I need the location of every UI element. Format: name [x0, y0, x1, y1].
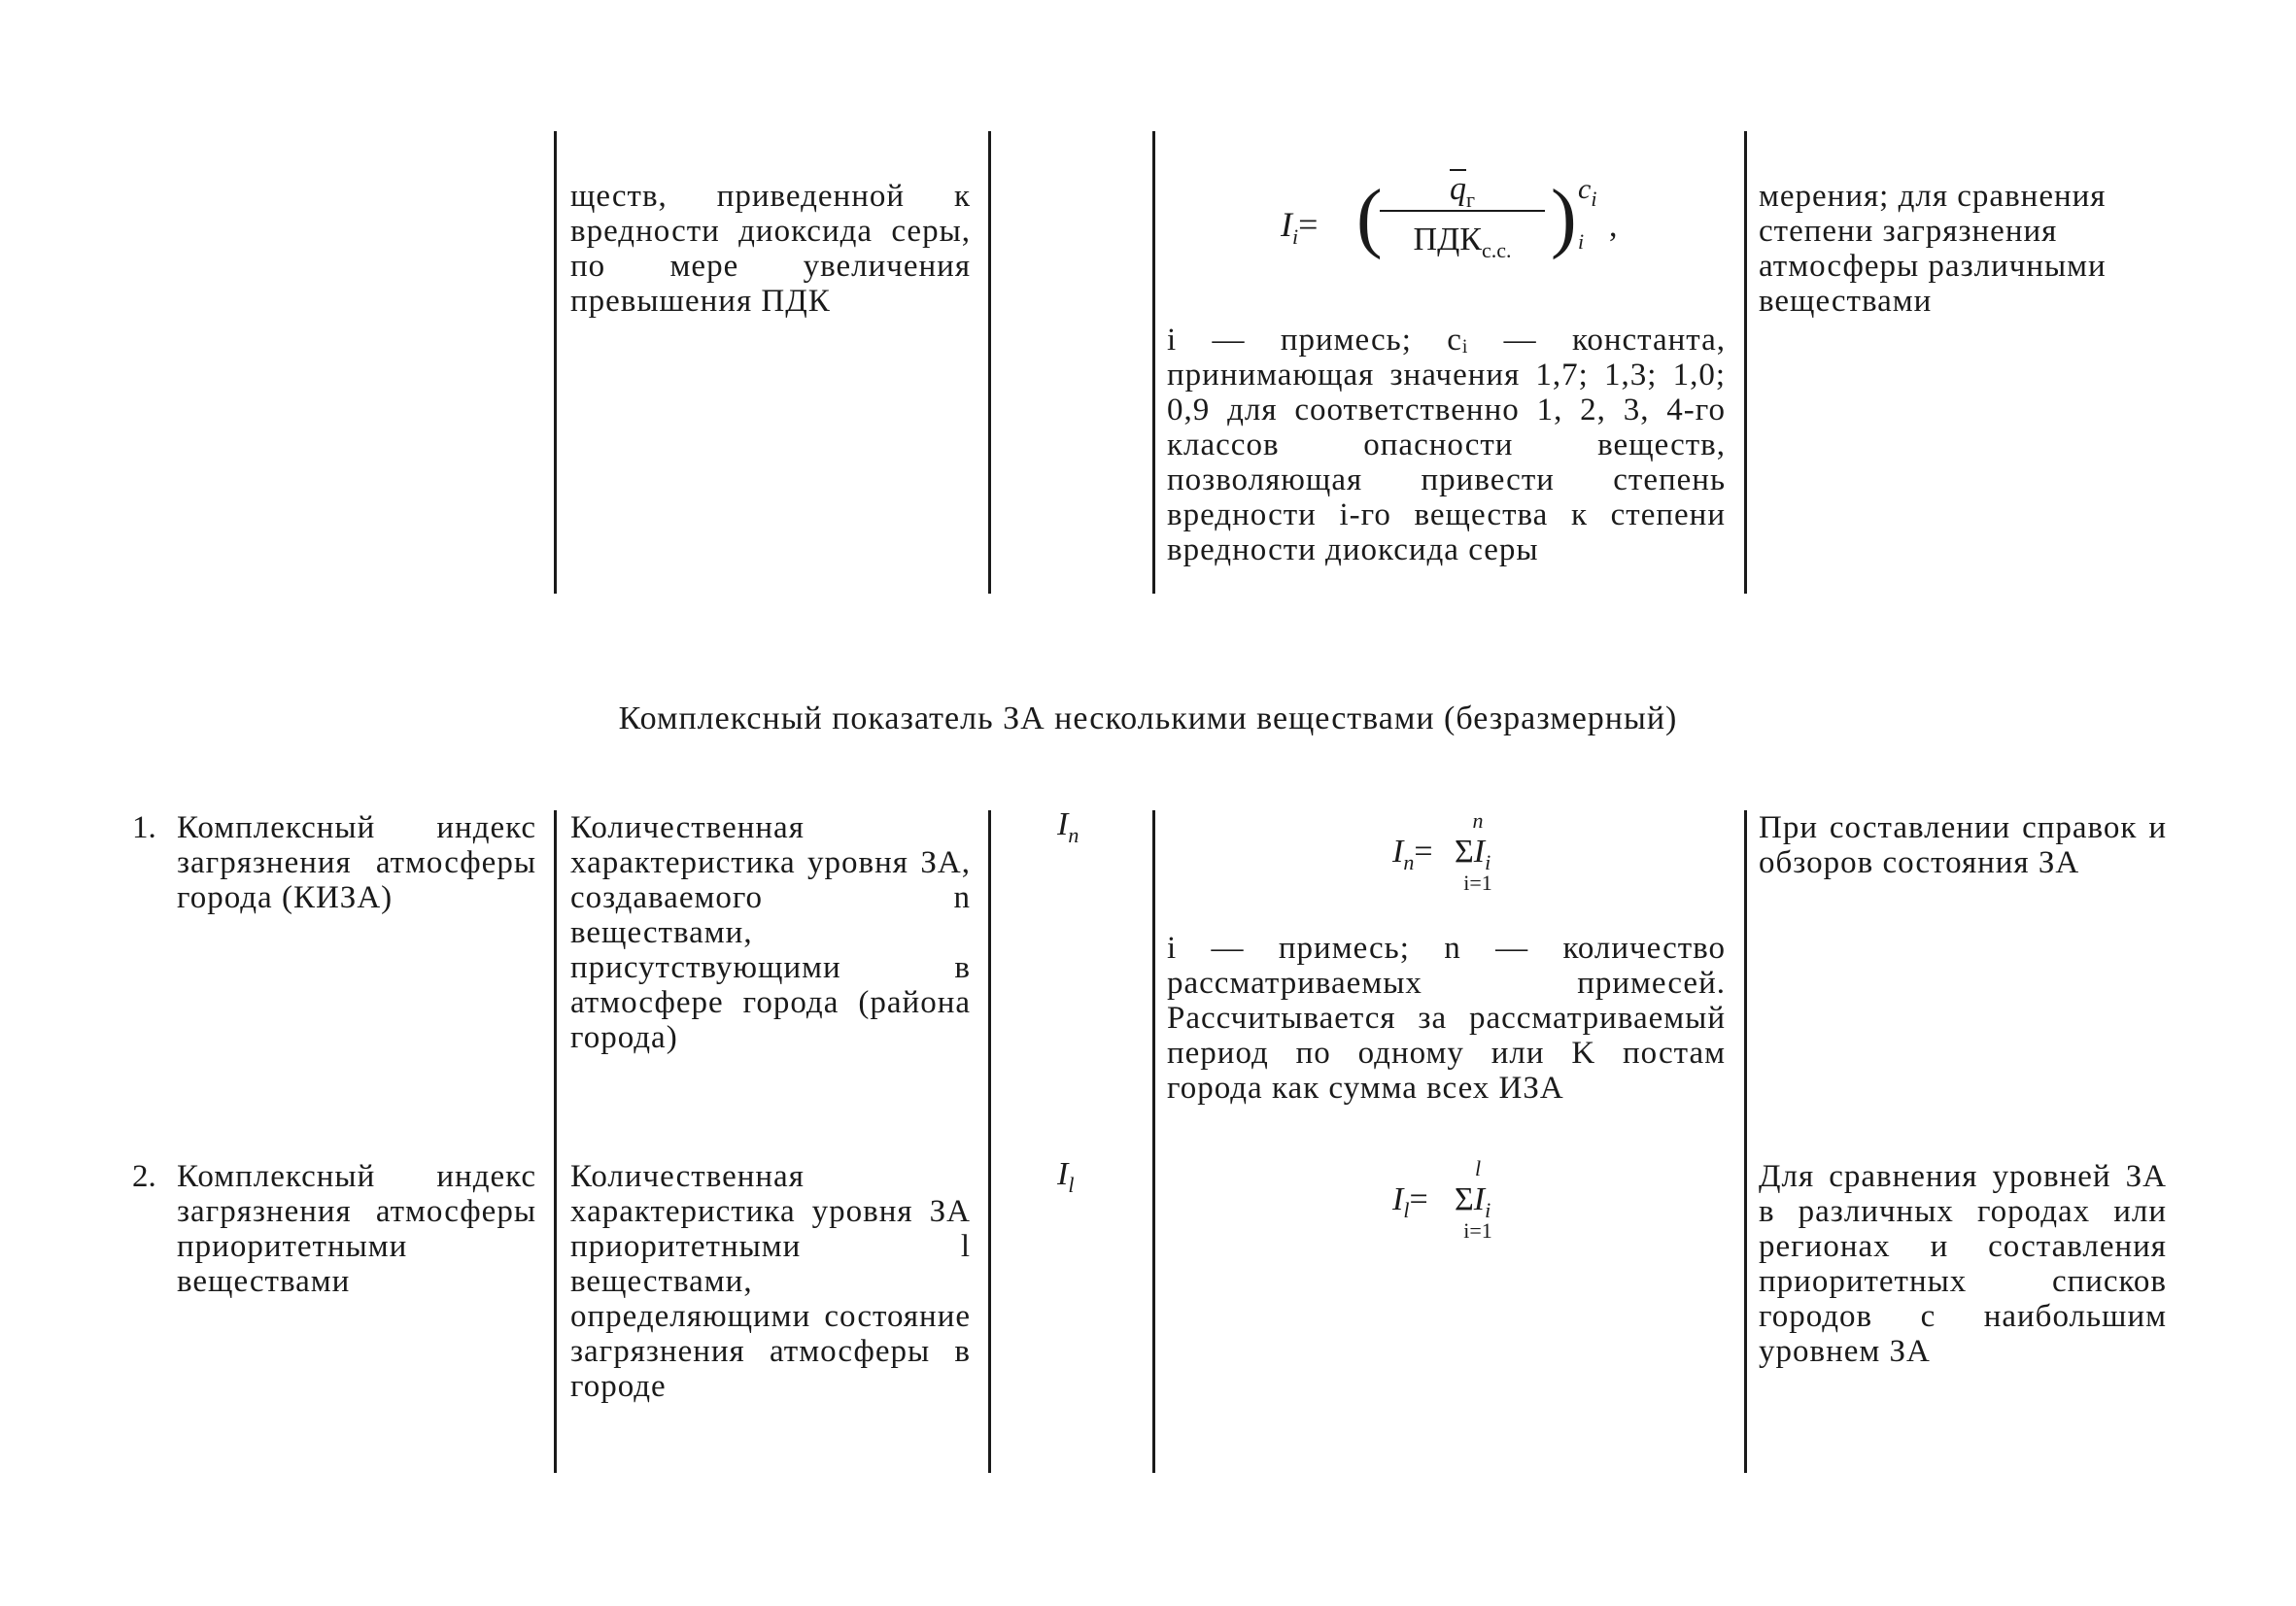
- description-continued: ществ, приведенной к вредности диоксида серы, по мере увеличения превышения ПДК: [570, 179, 971, 319]
- index-symbol: $I_n$: [1057, 806, 1079, 847]
- column-divider: [1744, 810, 1747, 1473]
- column-divider: [1152, 131, 1155, 594]
- column-divider: [1744, 131, 1747, 594]
- column-divider: [554, 810, 557, 1473]
- row-number: 1.: [132, 810, 156, 845]
- section-title: Комплексный показатель ЗА несколькими веществами (безразмерный): [618, 700, 1678, 736]
- index-usage: Для сравнения уровней ЗА в различных городах или регионах и составления приоритетных списков городов с наибольшим уровнем ЗА: [1759, 1159, 2167, 1369]
- index-symbol: $I_l$: [1057, 1156, 1075, 1197]
- index-description: Количественная характеристика уровня ЗА, создаваемого n веществами, присутствующими в атмосфере города (района города): [570, 810, 971, 1055]
- formula-note: i — примесь; n — количество рассматриваемых примесей. Рассчитывается за рассматриваемый период по одному или K постам города как сумма всех ИЗА: [1167, 931, 1726, 1106]
- column-divider: [988, 131, 991, 594]
- formula-sum: $I_l=$ l $\Sigma I_i$ i=1: [1392, 1156, 1492, 1243]
- formula-sum: $I_n=$ n $\Sigma I_i$ i=1: [1392, 808, 1492, 895]
- row-number: 2.: [132, 1159, 156, 1194]
- usage-continued: мерения; для сравнения степени загрязнения атмосферы различными веществами: [1759, 179, 2107, 319]
- index-name: Комплексный индекс загрязнения атмосферы города (КИЗА): [177, 810, 536, 915]
- index-description: Количественная характеристика уровня ЗА приоритетными l веществами, определяющими состояние загрязнения атмосферы в городе: [570, 1159, 971, 1404]
- index-name: Комплексный индекс загрязнения атмосферы приоритетными веществами: [177, 1159, 536, 1299]
- formula-ii: $I_i=$ ( $q_г$ $ПДК_{с.с.}$ ) $c_i$ i ,: [1281, 171, 1618, 262]
- formula-note: i — примесь; cᵢ — константа, принимающая значения 1,7; 1,3; 1,0; 0,9 для соответственно 1, 2, 3, 4-го классов опасности веществ, позволяющая привести степень вредности i-го вещества к степени вредности диоксида серы: [1167, 323, 1726, 567]
- index-usage: При составлении справок и обзоров состояния ЗА: [1759, 810, 2167, 880]
- column-divider: [554, 131, 557, 594]
- column-divider: [988, 810, 991, 1473]
- column-divider: [1152, 810, 1155, 1473]
